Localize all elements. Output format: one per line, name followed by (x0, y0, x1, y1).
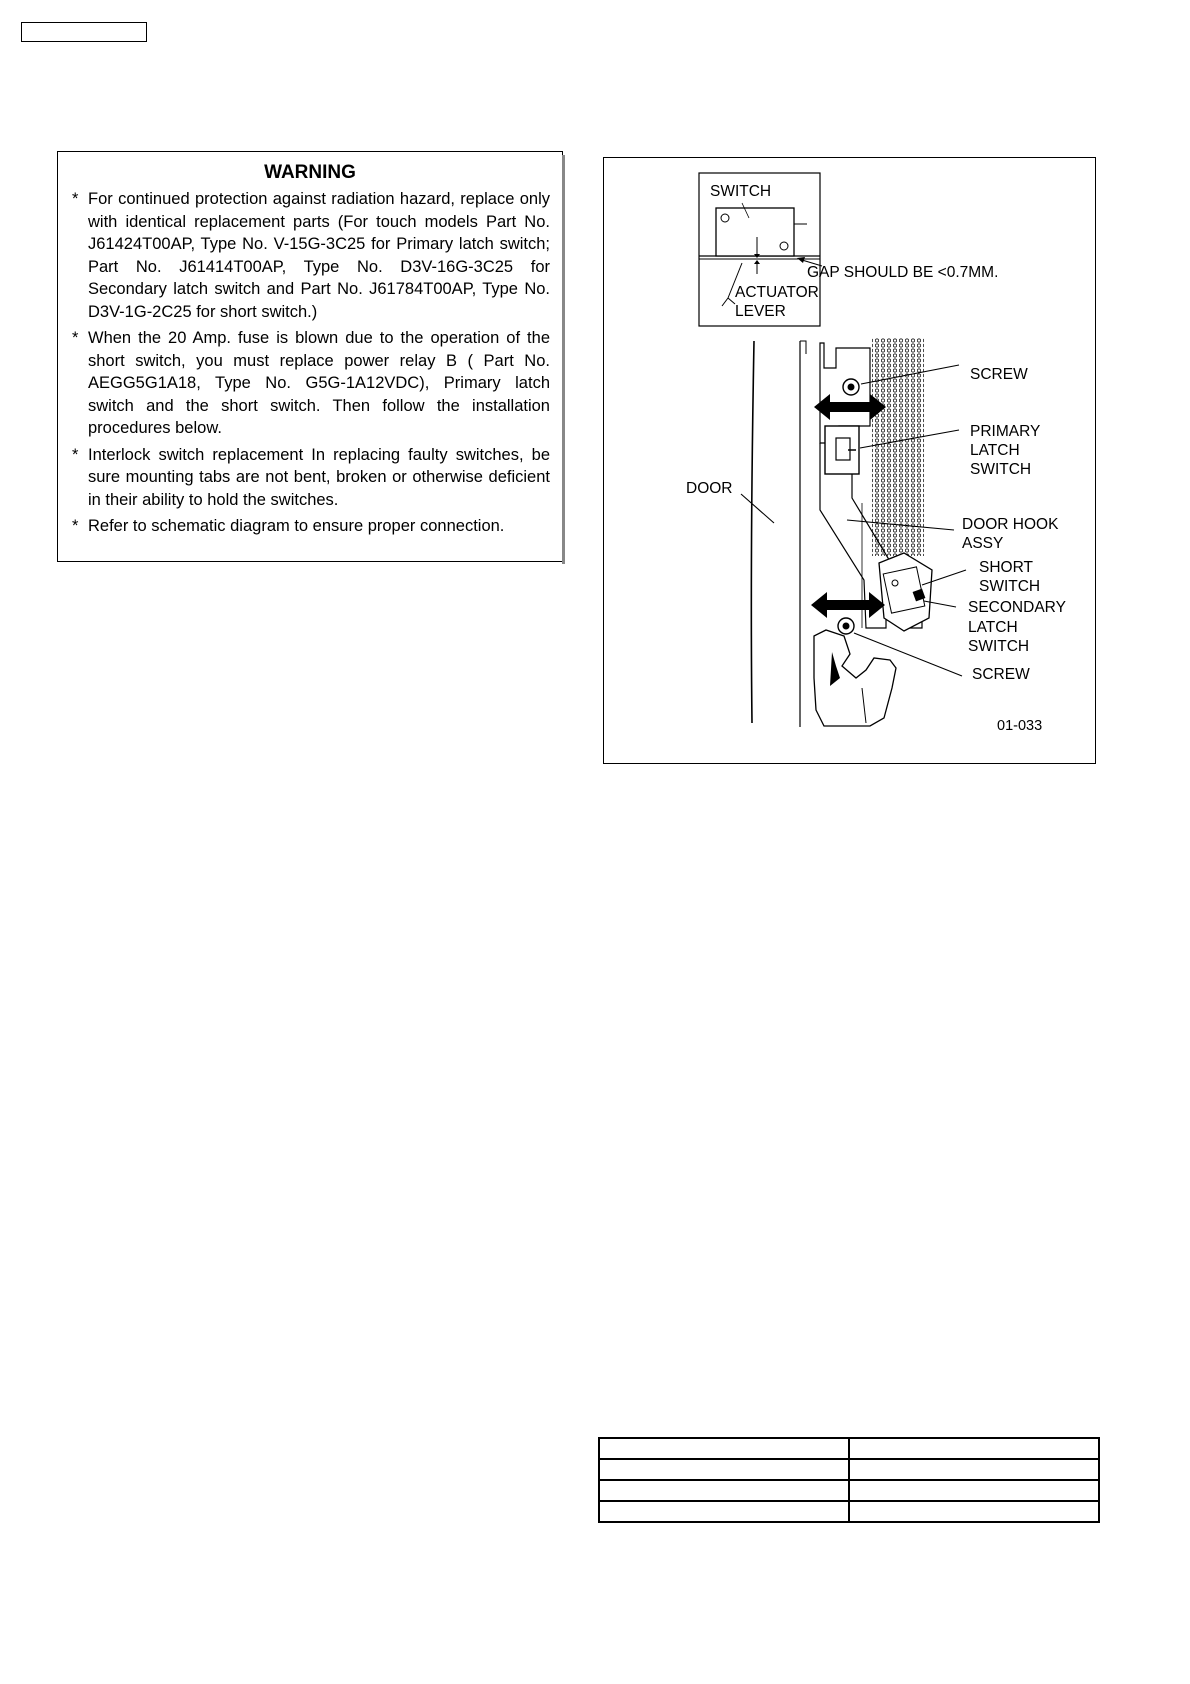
label-figure-code: 01-033 (997, 718, 1043, 734)
label-switch-1: SWITCH (970, 461, 1032, 478)
table-row (599, 1438, 1099, 1459)
table-cell (599, 1501, 849, 1522)
table-cell (849, 1459, 1099, 1480)
table-cell (599, 1459, 849, 1480)
label-screw-top: SCREW (970, 366, 1028, 383)
bullet-star: * (72, 517, 79, 535)
warning-list (58, 188, 562, 538)
label-actuator: ACTUATOR (735, 284, 819, 301)
door-edge (751, 341, 754, 723)
warning-item: * Interlock switch replacement In replacing faulty switches, be sure mounting tabs are not bent, broken or otherwise deficient in their ability to hold the switches. (72, 445, 550, 509)
double-arrow-bottom (811, 592, 885, 618)
warning-item: * For continued protection against radiation hazard, replace only with identical replacement parts (For touch models Part No. J61424T00AP, Type No. V-15G-3C25 for Primary latch switch; Part No. J61414T00AP, Type No. D3V-16G-3C25 for Secondary latch switch and Part No. J61784T00AP, Type No. D3V-1G-2C25 for short switch.) (72, 190, 550, 321)
bullet-star: * (72, 445, 79, 464)
label-latch-1: LATCH (970, 442, 1020, 459)
table-cell (599, 1480, 849, 1501)
label-screw-bottom: SCREW (972, 666, 1030, 683)
table-cell (849, 1501, 1099, 1522)
label-assy: ASSY (962, 535, 1004, 552)
warning-title: WARNING (264, 162, 356, 183)
label-door: DOOR (686, 480, 733, 497)
blank-table (598, 1437, 1100, 1523)
table-row (599, 1459, 1099, 1480)
table-row (599, 1480, 1099, 1501)
label-secondary: SECONDARY (968, 599, 1066, 616)
label-lever: LEVER (735, 303, 786, 320)
table-cell (849, 1438, 1099, 1459)
label-primary: PRIMARY (970, 423, 1041, 440)
diagram-svg (604, 158, 1095, 763)
bullet-star: * (72, 329, 79, 347)
label-switch: SWITCH (710, 183, 772, 200)
label-latch-2: LATCH (968, 619, 1018, 636)
bullet-star: * (72, 190, 79, 208)
label-short: SHORT (979, 559, 1033, 576)
table-cell (599, 1438, 849, 1459)
warning-item: * When the 20 Amp. fuse is blown due to the operation of the short switch, you must replace power relay B ( Part No. AEGG5G1A18, Type No. G5G-1A12VDC), Primary latch switch and the short switch. Then follow the installation procedures below. (72, 329, 550, 437)
label-gap: GAP SHOULD BE <0.7MM. (807, 264, 999, 281)
label-switch-2: SWITCH (968, 638, 1030, 655)
header-label-box (21, 22, 147, 42)
warning-box (57, 151, 563, 562)
warning-item: * Refer to schematic diagram to ensure proper connection. (72, 515, 550, 538)
table-cell (849, 1480, 1099, 1501)
interlock-switch-diagram (603, 157, 1096, 764)
label-door-hook: DOOR HOOK (962, 516, 1059, 533)
table-row (599, 1501, 1099, 1522)
label-short-switch: SWITCH (979, 578, 1041, 595)
